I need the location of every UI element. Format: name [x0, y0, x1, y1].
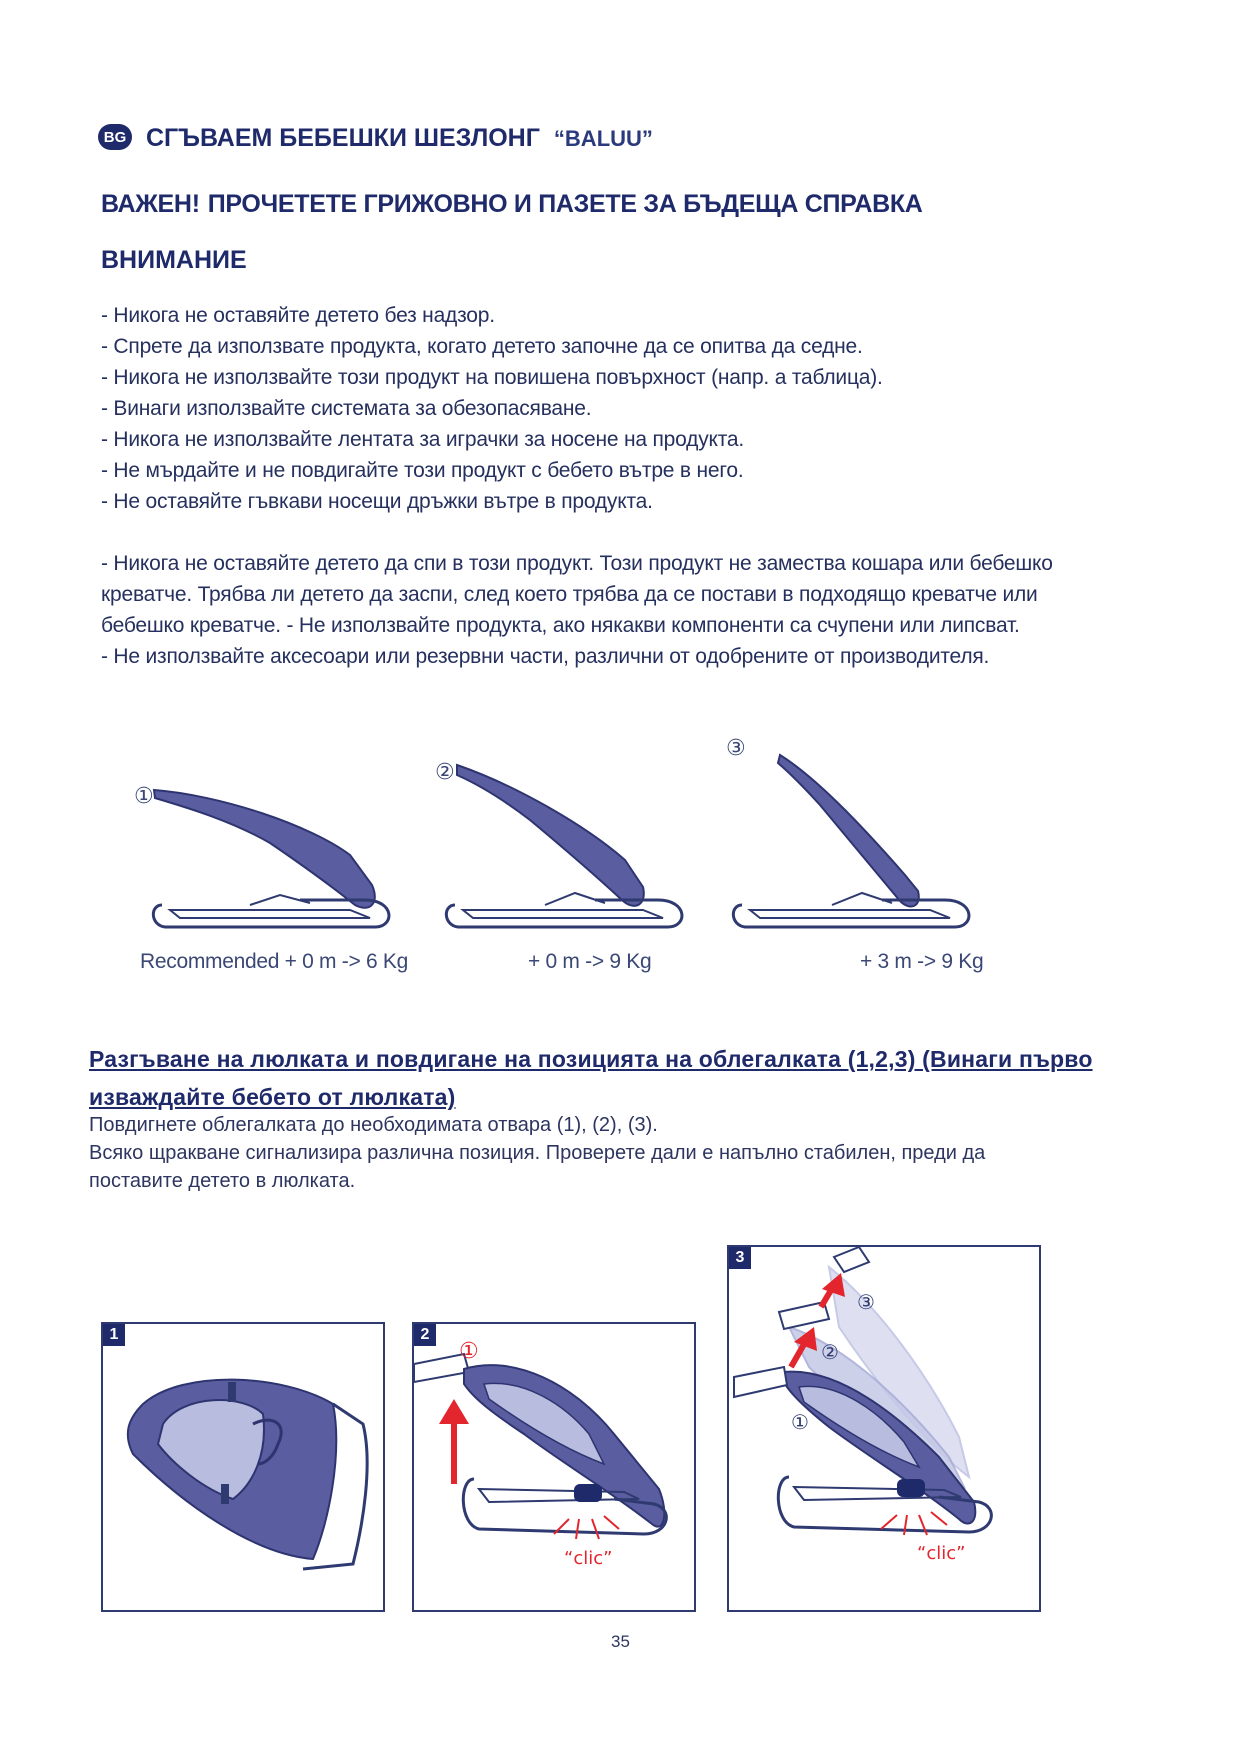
step-marker: ① — [459, 1339, 479, 1364]
title-text: СГЪВАЕМ БЕБЕШКИ ШЕЗЛОНГ — [146, 124, 540, 152]
unfold-step-illustration — [414, 1324, 694, 1610]
warning-list — [101, 300, 1141, 517]
body-line: Повдигнете облегалката до необходимата отвара (1), (2), (3). — [89, 1114, 658, 1136]
instruction-panel-3 — [727, 1245, 1041, 1612]
paragraph-line: бебешко креватче. - Не използвайте продукта, ако някакви компоненти са счупени или липсват. — [101, 614, 1020, 637]
panel-number: 3 — [729, 1247, 751, 1269]
important-notice — [101, 190, 923, 219]
instruction-panel-2 — [412, 1322, 696, 1612]
arrow-head — [439, 1399, 469, 1424]
seat-shape — [154, 790, 375, 908]
panel-number: 1 — [103, 1324, 125, 1346]
frame-inner — [463, 910, 663, 918]
warning-item: - Никога не използвайте лентата за играчки за носене на продукта. — [101, 428, 745, 451]
body-line: поставите детето в люлката. — [89, 1170, 356, 1192]
seat-shape — [457, 765, 644, 906]
frame-shape — [446, 900, 682, 927]
position-3-marker: ③ — [726, 736, 746, 761]
position-1-label: Recommended + 0 m -> 6 Kg — [140, 950, 408, 973]
step-marker: ① — [791, 1410, 809, 1434]
frame-inner — [170, 910, 370, 918]
paragraph-line: - Никога не оставяйте детето да спи в този продукт. Този продукт не замества кошара или бебешко — [101, 552, 1053, 575]
frame-joint — [545, 893, 605, 905]
position-3-label: + 3 m -> 9 Kg — [860, 950, 984, 973]
paragraph-line: креватче. Трябва ли детето да заспи, след което трябва да се постави в подходящо креватче или — [101, 583, 1038, 606]
warning-paragraph — [101, 548, 1161, 672]
step-marker: ② — [821, 1340, 839, 1364]
position-1-diagram — [134, 784, 389, 927]
hand-shape — [734, 1367, 787, 1397]
warning-item: - Никога не използвайте този продукт на повишена повърхност (напр. а таблица). — [101, 366, 883, 389]
warning-item: - Не оставяйте гъвкави носещи дръжки вътре в продукта. — [101, 490, 653, 513]
warning-item: - Винаги използвайте системата за обезопасяване. — [101, 397, 592, 420]
position-3-diagram — [726, 736, 969, 927]
hand-shape — [834, 1247, 869, 1272]
clic-label: “clic” — [564, 1548, 613, 1569]
warning-item: - Никога не оставяйте детето без надзор. — [101, 304, 495, 327]
step-marker: ③ — [857, 1290, 875, 1314]
frame-inner — [750, 910, 950, 918]
recline-steps-illustration — [729, 1247, 1039, 1610]
important-text: ПРОЧЕТЕТЕ ГРИЖОВНО И ПАЗЕТЕ ЗА БЪДЕЩА СПРАВКА — [207, 190, 923, 218]
seat-shape — [778, 755, 919, 906]
click-rays — [554, 1516, 619, 1539]
release-button — [574, 1484, 602, 1502]
page-title — [146, 124, 653, 153]
warning-heading: ВНИМАНИЕ — [101, 246, 247, 274]
frame-joint — [832, 893, 892, 905]
strap-clip — [221, 1484, 229, 1504]
section-title: Разгъване на люлката и повдигане на позицията на облегалката (1,2,3) (Винаги първо изваждайте бебето от люлката) — [89, 1046, 1093, 1110]
paragraph-line: - Не използвайте аксесоари или резервни части, различни от одобрените от производителя. — [101, 645, 990, 668]
position-1-marker: ① — [134, 784, 154, 809]
body-line: Всяко щракване сигнализира различна позиция. Проверете дали е напълно стабилен, преди да — [89, 1142, 986, 1164]
important-label: ВАЖЕН! — [101, 190, 200, 218]
warning-item: - Не мърдайте и не повдигайте този продукт с бебето вътре в него. — [101, 459, 744, 482]
release-button — [897, 1479, 925, 1497]
position-2-label: + 0 m -> 9 Kg — [528, 950, 652, 973]
frame-shape — [733, 900, 969, 927]
position-2-diagram — [435, 760, 682, 927]
folded-seat-illustration — [103, 1324, 383, 1610]
language-badge: BG — [98, 124, 132, 150]
frame-joint — [250, 895, 310, 905]
panel-number: 2 — [414, 1324, 436, 1346]
clic-label: “clic” — [917, 1543, 966, 1564]
page-number: 35 — [611, 1632, 630, 1651]
section-body — [89, 1111, 1169, 1195]
strap-clip — [228, 1382, 236, 1402]
position-2-marker: ② — [435, 760, 455, 785]
brand-name: “BALUU” — [553, 126, 653, 151]
instruction-panel-1 — [101, 1322, 385, 1612]
warning-item: - Спрете да използвате продукта, когато детето започне да се опитва да седне. — [101, 335, 863, 358]
